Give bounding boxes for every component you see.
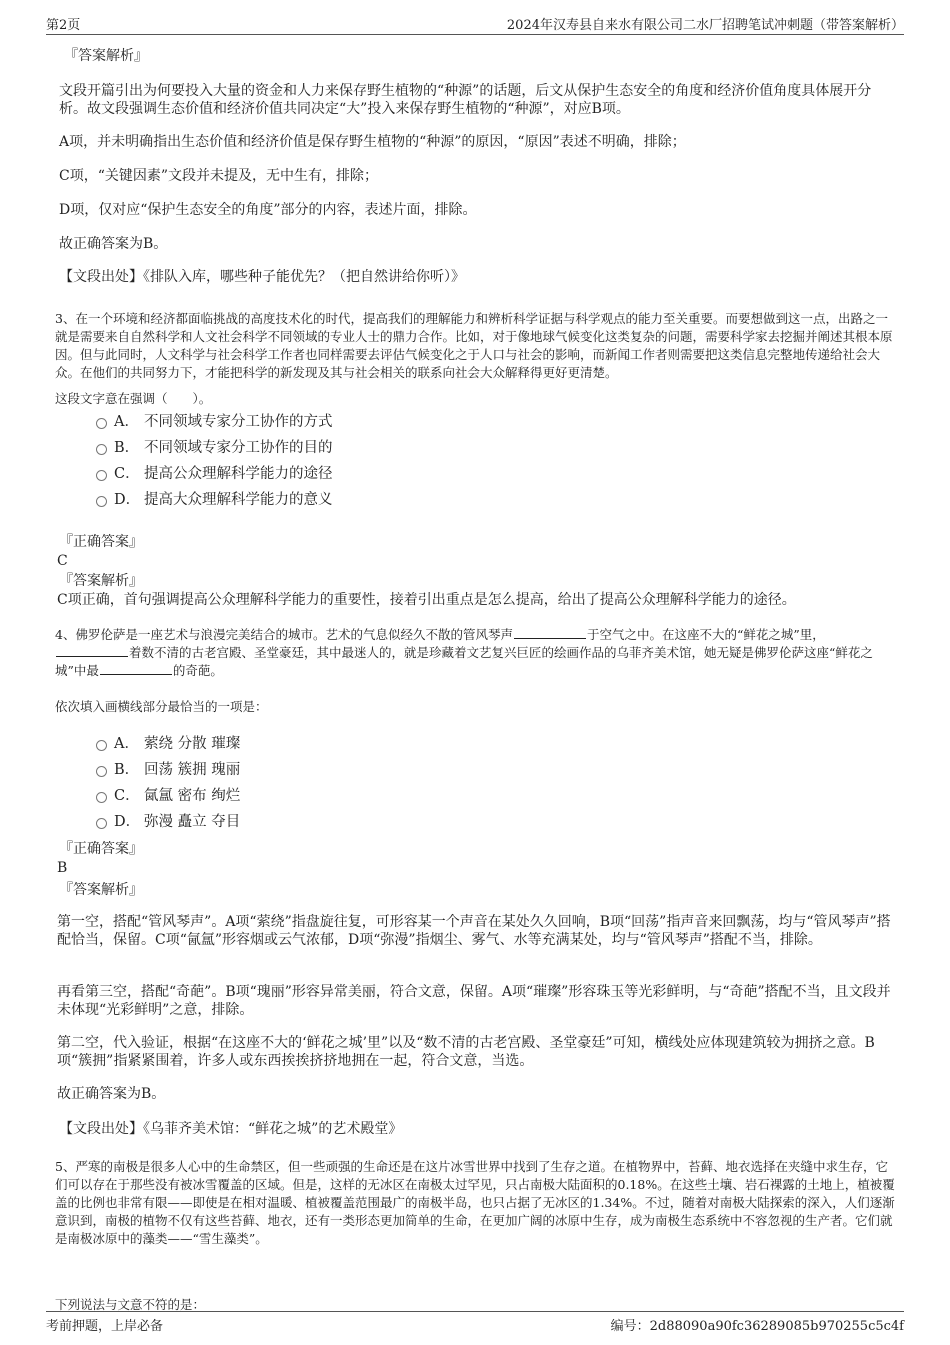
radio-icon[interactable]: [96, 418, 107, 429]
q4-stem: [55, 626, 895, 680]
q4-prompt: 依次填入画横线部分最恰当的一项是：: [55, 699, 268, 714]
option-letter: D．: [114, 492, 141, 508]
radio-icon[interactable]: [96, 766, 107, 777]
page-footer: [46, 1311, 904, 1335]
option-letter: A．: [114, 736, 139, 752]
q2-source: 【文段出处】《排队入库，哪些种子能优先？（把自然讲给你听）》: [59, 269, 465, 285]
q3-answer: C: [57, 553, 68, 569]
q2-analysis-p3: C项，“关键因素”文段并未提及，无中生有，排除；: [59, 168, 379, 184]
radio-icon[interactable]: [96, 818, 107, 829]
q4-analysis-label: 『答案解析』: [59, 882, 143, 898]
footer-slogan: 考前押题，上岸必备: [46, 1319, 164, 1334]
q3-analysis-label: 『答案解析』: [59, 573, 143, 589]
option-text: 不同领域专家分工协作的目的: [144, 440, 333, 456]
fill-blank: [100, 662, 172, 675]
option-text: 提高公众理解科学能力的途径: [144, 466, 333, 482]
q4-answer-label: 『正确答案』: [59, 841, 143, 857]
q4-stem-part: 4、佛罗伦萨是一座艺术与浪漫完美结合的城市。艺术的气息似经久不散的管风琴声: [55, 627, 513, 642]
radio-icon[interactable]: [96, 792, 107, 803]
document-title: 2024年汉寿县自来水有限公司二水厂招聘笔试冲刺题（带答案解析）: [506, 18, 904, 33]
q3-answer-label: 『正确答案』: [59, 534, 143, 550]
option-text: 提高大众理解科学能力的意义: [144, 492, 333, 508]
footer-code: 编号：2d88090a90fc36289085b970255c5c4f: [610, 1319, 904, 1334]
option-letter: A．: [114, 414, 139, 430]
page-number: 第2页: [46, 18, 81, 33]
q2-analysis-p2: A项，并未明确指出生态价值和经济价值是保存野生植物的“种源”的原因，“原因”表述不明确，排除；: [59, 134, 686, 150]
q2-analysis-label: 『答案解析』: [64, 48, 148, 64]
option-text: 回荡 簇拥 瑰丽: [144, 762, 241, 778]
option-letter: B．: [114, 762, 140, 778]
q2-analysis-p1: 文段开篇引出为何要投入大量的资金和人力来保存野生植物的“种源”的话题，后文从保护生态安全的角度和经济价值角度具体展开分析。故文段强调生态价值和经济价值共同决定“大”投入来保存野生植物的“种源”，对应B项。: [59, 83, 872, 117]
page-header: [46, 14, 904, 35]
q4-stem-part: 的奇葩。: [172, 663, 223, 678]
fill-blank: [514, 626, 586, 639]
q4-stem-part: 着数不清的古老宫殿、圣堂豪廷，其中最迷人的，就是珍藏着文艺复兴巨匠的绘画作品的乌菲齐美术馆，她无疑是佛罗伦萨这座“鲜花之城”中最: [55, 645, 873, 678]
option-text: 不同领域专家分工协作的方式: [144, 414, 333, 430]
radio-icon[interactable]: [96, 740, 107, 751]
q3-analysis: C项正确，首句强调提高公众理解科学能力的重要性，接着引出重点是怎么提高，给出了提高公众理解科学能力的途径。: [57, 592, 796, 608]
q4-analysis-p4: 故正确答案为B。: [57, 1086, 166, 1102]
q4-analysis-p2: 再看第三空，搭配“奇葩”。B项“瑰丽”形容异常美丽，符合文意，保留。A项“璀璨”形容珠玉等光彩鲜明，与“奇葩”搭配不当，且文段并未体现“光彩鲜明”之意，排除。: [57, 984, 891, 1018]
option-text: 萦绕 分散 璀璨: [144, 736, 241, 752]
radio-icon[interactable]: [96, 496, 107, 507]
option-letter: B．: [114, 440, 140, 456]
fill-blank: [56, 644, 128, 657]
radio-icon[interactable]: [96, 444, 107, 455]
option-text: 氤氲 密布 绚烂: [144, 788, 241, 804]
option-text: 弥漫 矗立 夺目: [144, 814, 241, 830]
q3-stem: 3、在一个环境和经济都面临挑战的高度技术化的时代，提高我们的理解能力和辨析科学证据与科学观点的能力至关重要。而要想做到这一点，出路之一就是需要来自自然科学和人文社会科学不同领域的专业人士的鼎力合作。比如，对于像地球气候变化这类复杂的问题，需要科学家去挖掘并阐述其根本原因。但与此同时，人文科学与社会科学工作者也同样需要去评估气候变化之于人口与社会的影响，而新闻工作者则需要把这类信息完整地传递给社会大众。在他们的共同努力下，才能把科学的新发现及其与社会相关的联系向社会大众解释得更好更清楚。: [55, 311, 893, 380]
option-letter: D．: [114, 814, 141, 830]
q2-analysis-p4: D项，仅对应“保护生态安全的角度”部分的内容，表述片面，排除。: [59, 202, 477, 218]
q3-prompt: 这段文字意在强调（ ）。: [55, 391, 212, 406]
q4-source: 【文段出处】《乌菲齐美术馆：“鲜花之城”的艺术殿堂》: [59, 1121, 403, 1137]
q5-stem: 5、严寒的南极是很多人心中的生命禁区，但一些顽强的生命还是在这片冰雪世界中找到了生存之道。在植物界中，苔藓、地衣选择在夹缝中求生存，它们可以存在于那些没有被冰雪覆盖的区域。但是，这样的无冰区在南极太过罕见，只占南极大陆面积的0.18%。在这些土壤、岩石裸露的土地上，植被覆盖的比例也非常有限——即使是在相对温暖、植被覆盖范围最广的南极半岛，也只占据了无冰区的1.34%。不过，随着对南极大陆探索的深入，人们逐渐意识到，南极的植物不仅有这些苔藓、地衣，还有一类形态更加简单的生命，在更加广阔的冰原中生存，成为南极生态系统中不容忽视的生产者。它们就是南极冰原中的藻类——“雪生藻类”。: [55, 1159, 895, 1246]
q4-analysis-p3: 第二空，代入验证，根据“在这座不大的‘鲜花之城’里”以及“数不清的古老宫殿、圣堂豪廷”可知，横线处应体现建筑较为拥挤之意。B项“簇拥”指紧紧围着，许多人或东西挨挨挤挤地拥在一起，符合文意，当选。: [57, 1035, 875, 1069]
option-letter: C．: [114, 466, 140, 482]
q2-analysis-p5: 故正确答案为B。: [59, 236, 168, 252]
q4-analysis-p1: 第一空，搭配“管风琴声”。A项“萦绕”指盘旋往复，可形容某一个声音在某处久久回响，B项“回荡”指声音来回飘荡，均与“管风琴声”搭配恰当，保留。C项“氤氲”形容烟或云气浓郁，D项“弥漫”指烟尘、雾气、水等充满某处，均与“管风琴声”搭配不当，排除。: [57, 914, 891, 948]
radio-icon[interactable]: [96, 470, 107, 481]
q4-stem-part: 于空气之中。在这座不大的“鲜花之城”里，: [586, 627, 825, 642]
option-letter: C．: [114, 788, 140, 804]
q4-answer: B: [57, 860, 68, 876]
q5-prompt: 下列说法与文意不符的是：: [55, 1297, 206, 1312]
